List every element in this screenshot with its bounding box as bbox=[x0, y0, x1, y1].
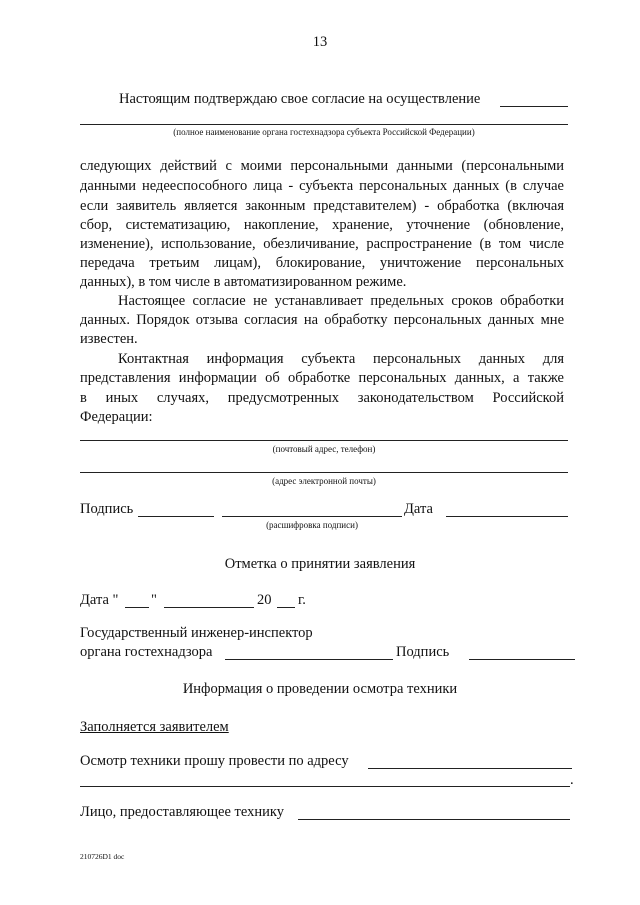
acceptance-year-suffix: г. bbox=[298, 592, 306, 608]
inspector-title-line1: Государственный инженер-инспектор bbox=[80, 625, 313, 641]
organ-name-line[interactable] bbox=[80, 124, 568, 125]
postal-caption: (почтовый адрес, телефон) bbox=[272, 444, 376, 454]
para1-line: передача третьим лицам), блокирование, уничтожение персональных bbox=[80, 255, 564, 271]
para1-line: данными недееспособного лица - субъекта персональных данных (в случае bbox=[80, 178, 564, 194]
acceptance-month-line[interactable] bbox=[164, 607, 254, 608]
inspector-title-line2: органа гостехнадзора bbox=[80, 644, 213, 660]
signature-label: Подпись bbox=[80, 501, 134, 517]
inspector-signature-label: Подпись bbox=[396, 644, 450, 660]
signature-decoding-line[interactable] bbox=[222, 516, 402, 517]
intro-blank-line[interactable] bbox=[500, 106, 568, 107]
para3-line: Федерации: bbox=[80, 409, 153, 425]
acceptance-date-quote: " bbox=[151, 592, 157, 608]
para1-line: следующих действий с моими персональными данными (персональными bbox=[80, 158, 564, 174]
acceptance-date-prefix: Дата " bbox=[80, 592, 119, 608]
footer-code: 210726D1 doc bbox=[80, 852, 125, 861]
inspector-name-line[interactable] bbox=[225, 659, 393, 660]
para2-line: данных. Порядок отзыва согласия на обработку персональных данных мне bbox=[80, 312, 564, 328]
para2-line: известен. bbox=[80, 331, 138, 347]
page-number: 13 bbox=[312, 34, 328, 50]
consent-intro: Настоящим подтверждаю свое согласие на осуществление bbox=[119, 91, 481, 107]
signature-line[interactable] bbox=[138, 516, 214, 517]
para3-line: Контактная информация субъекта персональных данных для bbox=[118, 351, 564, 367]
inspection-address-line-2[interactable] bbox=[80, 786, 570, 787]
organ-caption: (полное наименование органа гостехнадзора субъекта Российской Федерации) bbox=[173, 127, 475, 137]
email-caption: (адрес электронной почты) bbox=[272, 476, 376, 486]
signature-caption: (расшифровка подписи) bbox=[266, 520, 358, 530]
email-line[interactable] bbox=[80, 472, 568, 473]
para1-line: данных), в том числе в автоматизированном режиме. bbox=[80, 274, 407, 290]
date-label: Дата bbox=[404, 501, 433, 517]
postal-address-line[interactable] bbox=[80, 440, 568, 441]
address-line-end-dot: . bbox=[570, 772, 574, 788]
filled-by-applicant: Заполняется заявителем bbox=[80, 719, 229, 735]
inspection-address-label: Осмотр техники прошу провести по адресу bbox=[80, 753, 349, 769]
para3-line: представления информации об обработке персональных данных, а также bbox=[80, 370, 564, 386]
inspection-address-line[interactable] bbox=[368, 768, 572, 769]
acceptance-year-prefix: 20 bbox=[257, 592, 272, 608]
person-label: Лицо, предоставляющее технику bbox=[80, 804, 284, 820]
acceptance-day-line[interactable] bbox=[125, 607, 149, 608]
date-line[interactable] bbox=[446, 516, 568, 517]
person-line[interactable] bbox=[298, 819, 570, 820]
acceptance-year-line[interactable] bbox=[277, 607, 295, 608]
inspector-signature-line[interactable] bbox=[469, 659, 575, 660]
para1-line: изменение), использование, обезличивание, распространение (в том числе bbox=[80, 236, 564, 252]
para1-line: сбор, систематизацию, накопление, хранение, уточнение (обновление, bbox=[80, 217, 564, 233]
inspection-heading: Информация о проведении осмотра техники bbox=[182, 681, 458, 697]
acceptance-heading: Отметка о принятии заявления bbox=[224, 556, 416, 572]
para3-line: в иных случаях, предусмотренных законодательством Российской bbox=[80, 390, 564, 406]
para2-line: Настоящее согласие не устанавливает предельных сроков обработки bbox=[118, 293, 564, 309]
para1-line: если заявитель является законным представителем) - обработка (включая bbox=[80, 198, 564, 214]
